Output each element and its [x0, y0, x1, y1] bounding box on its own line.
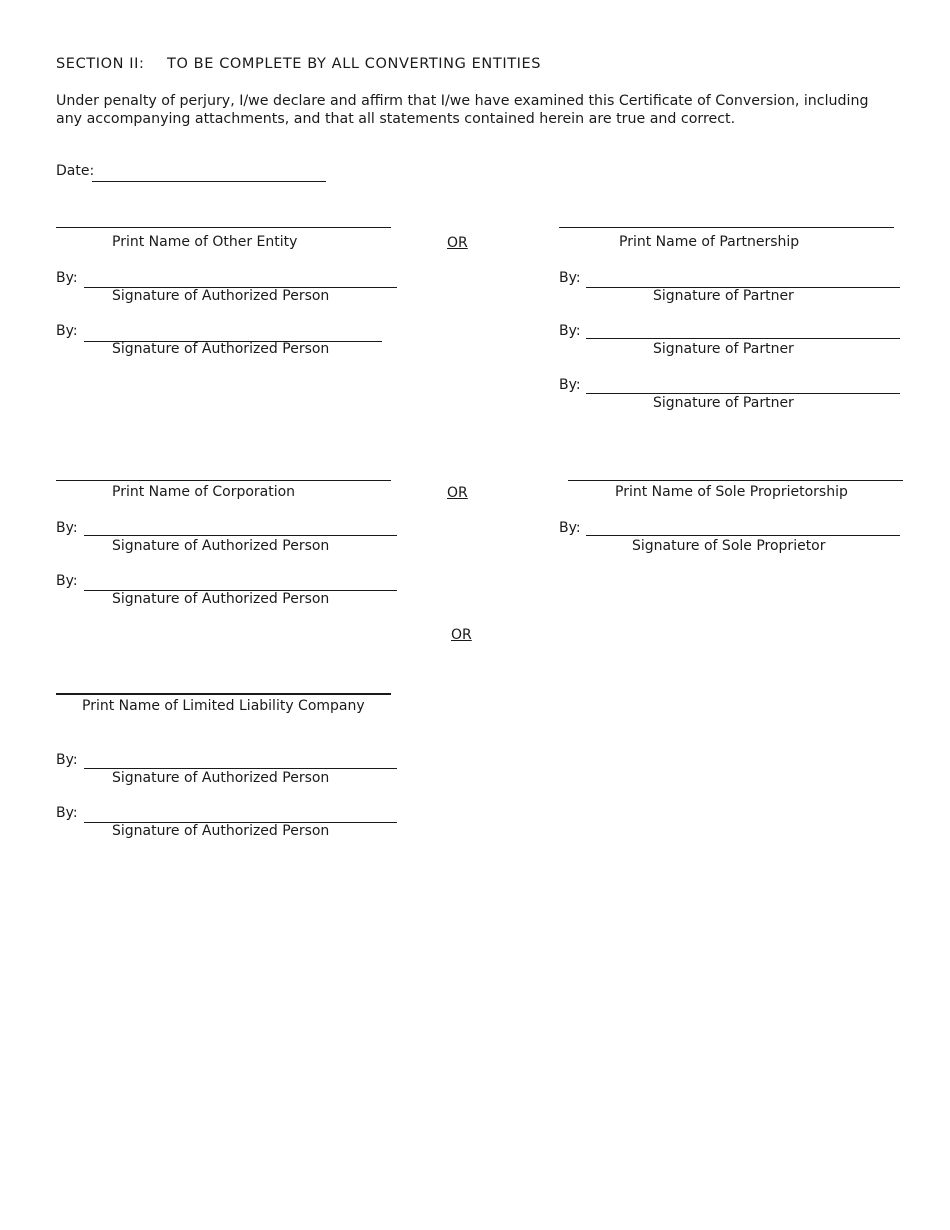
llc-name-caption: Print Name of Limited Liability Company [82, 698, 365, 714]
corporation-name-field[interactable] [56, 480, 391, 481]
partnership-name-field[interactable] [559, 227, 894, 228]
llc-signature-caption-2: Signature of Authorized Person [112, 823, 330, 839]
or-separator-3: OR [451, 627, 472, 643]
llc-by-label-1: By: [56, 752, 78, 768]
partnership-signature-field-2[interactable] [586, 338, 900, 339]
partnership-signature-caption-2: Signature of Partner [653, 341, 794, 357]
sole-proprietorship-name-caption: Print Name of Sole Proprietorship [615, 484, 848, 500]
partnership-by-label-3: By: [559, 377, 581, 393]
partnership-name-caption: Print Name of Partnership [619, 234, 800, 250]
corporation-signature-caption-1: Signature of Authorized Person [112, 538, 330, 554]
date-field[interactable] [92, 181, 326, 182]
section-title: TO BE COMPLETE BY ALL CONVERTING ENTITIES [167, 56, 542, 72]
sole-proprietor-signature-caption: Signature of Sole Proprietor [632, 538, 826, 554]
corporation-signature-caption-2: Signature of Authorized Person [112, 591, 330, 607]
corporation-by-label-2: By: [56, 573, 78, 589]
llc-by-label-2: By: [56, 805, 78, 821]
declaration-text: Under penalty of perjury, I/we declare and affirm that I/we have examined this Certificate of Conversion, including any accompanying attachments, and that all statements contained herein are true and correct. [56, 93, 869, 127]
other-entity-signature-caption-1: Signature of Authorized Person [112, 288, 330, 304]
partnership-by-label-2: By: [559, 323, 581, 339]
partnership-signature-field-3[interactable] [586, 393, 900, 394]
other-entity-name-field[interactable] [56, 227, 391, 228]
other-entity-by-label-1: By: [56, 270, 78, 286]
partnership-signature-caption-1: Signature of Partner [653, 288, 794, 304]
sole-proprietorship-by-label: By: [559, 520, 581, 536]
section-label: SECTION II: [56, 56, 145, 72]
llc-signature-field-1[interactable] [84, 768, 397, 769]
corporation-signature-field-1[interactable] [84, 535, 397, 536]
llc-signature-caption-1: Signature of Authorized Person [112, 770, 330, 786]
sole-proprietorship-name-field[interactable] [568, 480, 903, 481]
or-separator-2: OR [447, 485, 468, 501]
or-separator-1: OR [447, 235, 468, 251]
other-entity-signature-caption-2: Signature of Authorized Person [112, 341, 330, 357]
corporation-by-label-1: By: [56, 520, 78, 536]
sole-proprietor-signature-field[interactable] [586, 535, 900, 536]
other-entity-name-caption: Print Name of Other Entity [112, 234, 298, 250]
partnership-signature-caption-3: Signature of Partner [653, 395, 794, 411]
date-label: Date: [56, 163, 95, 179]
llc-name-field[interactable] [56, 693, 391, 695]
partnership-by-label-1: By: [559, 270, 581, 286]
other-entity-by-label-2: By: [56, 323, 78, 339]
corporation-name-caption: Print Name of Corporation [112, 484, 296, 500]
